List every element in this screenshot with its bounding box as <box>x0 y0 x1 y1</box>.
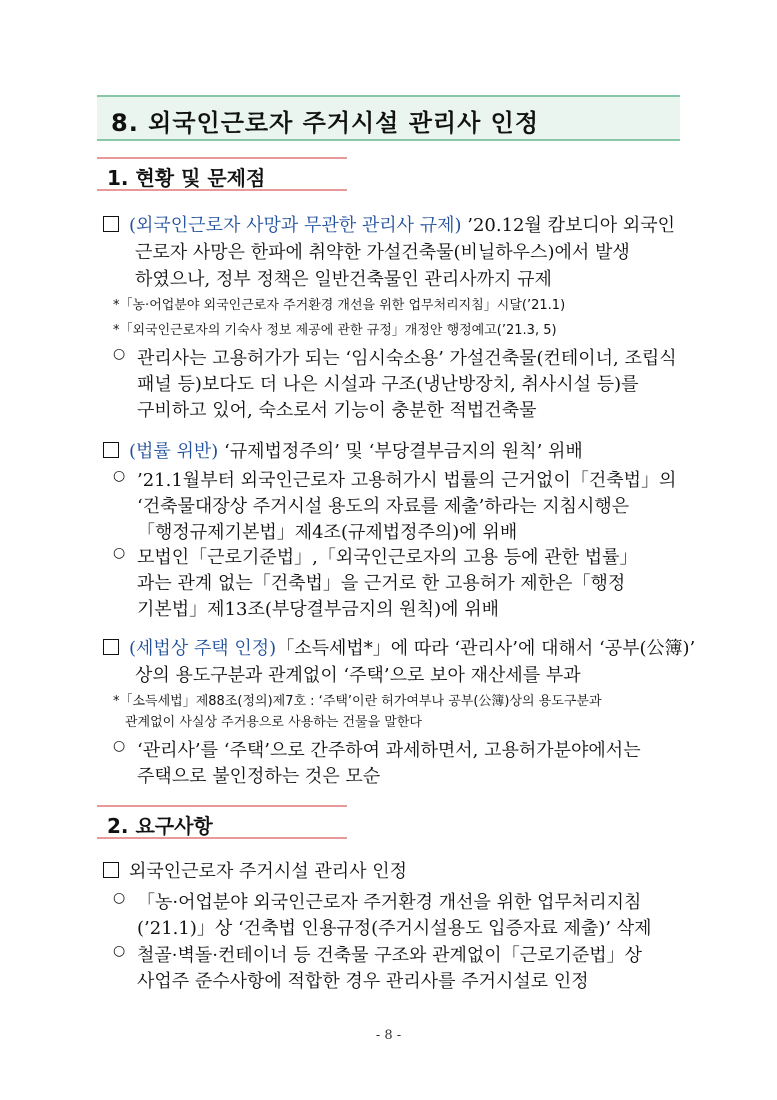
bullet-2 <box>103 437 583 463</box>
circle-bullet-icon: ○ <box>113 545 126 561</box>
square-bullet-icon <box>103 639 119 655</box>
bullet-1-text: ’20.12월 캄보디아 외국인 <box>461 215 676 236</box>
footnote-2: *「외국인근로자의 기숙사 정보 제공에 관한 규정」개정안 행정예고(’21.3, 5) <box>113 323 557 338</box>
requirement-2-line-2: 사업주 준수사항에 적합한 경우 관리사를 주거시설로 인정 <box>137 971 589 992</box>
circle-bullet-icon: ○ <box>113 468 126 484</box>
bullet-3-text: 「소득세법*」에 따라 ‘관리사’에 대해서 ‘공부(公簿)’ <box>276 638 696 659</box>
bullet-1-line-3: 하였으나, 정부 정책은 일반건축물인 관리사까지 규제 <box>135 269 552 290</box>
bullet-1-line-2: 근로자 사망은 한파에 취약한 가설건축물(비닐하우스)에서 발생 <box>135 242 630 263</box>
point-2-line-3: 「행정규제기본법」제4조(규제법정주의)에 위배 <box>137 522 518 543</box>
circle-bullet-icon: ○ <box>113 346 126 362</box>
requirement-1-line-2: (’21.1)」상 ‘건축법 인용규정(주거시설용도 입증자료 제출)’ 삭제 <box>137 918 652 939</box>
section-heading-1-text: 1. 현황 및 문제점 <box>107 166 266 190</box>
section-heading-2 <box>97 805 347 839</box>
square-bullet-icon <box>103 862 119 878</box>
circle-bullet-icon: ○ <box>113 943 126 959</box>
circle-bullet-icon: ○ <box>113 738 126 754</box>
requirement-bullet <box>103 857 407 883</box>
chapter-title: 8. 외국인근로자 주거시설 관리사 인정 <box>111 109 539 137</box>
bullet-2-tag: (법률 위반) <box>129 441 219 462</box>
chapter-title-box <box>97 95 680 141</box>
requirement-2-line-1: 철골·벽돌·컨테이너 등 건축물 구조와 관계없이「근로기준법」상 <box>137 945 643 966</box>
point-2-line-1: ’21.1월부터 외국인근로자 고용허가시 법률의 근거없이「건축법」의 <box>137 470 677 491</box>
point-1-line-2: 패널 등)보다도 더 나은 시설과 구조(냉난방장치, 취사시설 등)를 <box>137 374 639 395</box>
page-number: - 8 - <box>375 1028 402 1043</box>
point-4-line-2: 주택으로 불인정하는 것은 모순 <box>137 766 381 787</box>
bullet-3 <box>103 634 695 660</box>
bullet-1 <box>103 211 675 237</box>
bullet-3-line-2: 상의 용도구분과 관계없이 ‘주택’으로 보아 재산세를 부과 <box>135 665 581 686</box>
requirement-text: 외국인근로자 주거시설 관리사 인정 <box>129 861 407 882</box>
point-2-line-2: ‘건축물대장상 주거시설 용도의 자료를 제출’하라는 지침시행은 <box>137 496 630 517</box>
footnote-1: *「농·어업분야 외국인근로자 주거환경 개선을 위한 업무처리지침」시달(’21.1) <box>113 298 566 313</box>
footnote-3-line-2: 관계없이 사실상 주거용으로 사용하는 건물을 말한다 <box>125 715 422 730</box>
requirement-1-line-1: 「농·어업분야 외국인근로자 주거환경 개선을 위한 업무처리지침 <box>137 892 642 913</box>
footnote-3-line-1: *「소득세법」제88조(정의)제7호 : ‘주택’이란 허가여부나 공부(公簿)상의 용도구분과 <box>113 694 602 709</box>
point-3-line-1: 모법인「근로기준법」,「외국인근로자의 고용 등에 관한 법률」 <box>137 547 638 568</box>
square-bullet-icon <box>103 442 119 458</box>
point-3-line-3: 기본법」제13조(부당결부금지의 원칙)에 위배 <box>137 599 499 620</box>
bullet-3-tag: (세법상 주택 인정) <box>129 638 277 659</box>
section-heading-1 <box>97 157 347 191</box>
point-3-line-2: 과는 관계 없는「건축법」을 근거로 한 고용허가 제한은「행정 <box>137 573 626 594</box>
point-4-line-1: ‘관리사’를 ‘주택’으로 간주하여 과세하면서, 고용허가분야에서는 <box>137 740 641 761</box>
section-heading-2-text: 2. 요구사항 <box>107 814 213 838</box>
circle-bullet-icon: ○ <box>113 890 126 906</box>
bullet-1-tag: (외국인근로자 사망과 무관한 관리사 규제) <box>129 215 462 236</box>
square-bullet-icon <box>103 216 119 232</box>
point-1-line-1: 관리사는 고용허가가 되는 ‘임시숙소용’ 가설건축물(컨테이너, 조립식 <box>137 348 677 369</box>
bullet-2-text: ‘규제법정주의’ 및 ‘부당결부금지의 원칙’ 위배 <box>218 441 583 462</box>
point-1-line-3: 구비하고 있어, 숙소로서 기능이 충분한 적법건축물 <box>137 400 537 421</box>
